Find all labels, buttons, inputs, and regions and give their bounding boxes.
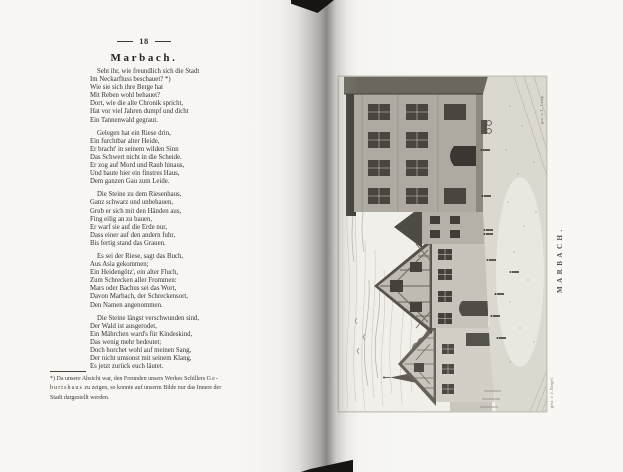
poem-line: Ein Heidengötz', ein alter Fluch, bbox=[90, 269, 179, 277]
marbach-engraving-svg bbox=[338, 76, 547, 412]
poem-line: Der Wald ist ausgerodet, bbox=[90, 322, 157, 330]
poem-line: Ein Tannenwald gegraut. bbox=[90, 116, 158, 124]
poem-line: Davon Marbach, der Schreckensort, bbox=[90, 293, 188, 301]
page-number-row bbox=[88, 36, 200, 46]
poem-stanza bbox=[90, 130, 240, 187]
poem-line: Zum Schrecken aller Frommen: bbox=[90, 277, 177, 285]
poem-line: Die Steine zu dem Riesenhaus, bbox=[97, 191, 182, 199]
poem-line: Er bracht' in seinem wilden Sinn bbox=[90, 145, 179, 153]
poem-stanza bbox=[90, 315, 240, 372]
poem-line: Er zog auf Mord und Raub hinaus, bbox=[90, 162, 185, 170]
poem-line: Hat vor viel Jahren dumpf und dicht bbox=[90, 108, 189, 116]
poem-line: Ein Mährchen ward's für Kindeskind, bbox=[90, 330, 193, 338]
stone-building bbox=[344, 76, 488, 216]
poem-line: Der nicht umsonst mit seinem Klang, bbox=[90, 355, 192, 363]
poem-line: Wie sie sich ihre Berge hat bbox=[90, 84, 164, 92]
poem-line: Dem ganzen Gau zum Leide. bbox=[90, 178, 170, 186]
poem-line: Grub er sich mit den Händen aus, bbox=[90, 207, 182, 215]
footnote-line: burtshaus zu zeigen, so konnte auf unserm Bilde nur das Innere der bbox=[50, 385, 222, 392]
plate-caption: MARBACH. bbox=[556, 226, 564, 293]
poem-line: Das Schwert nicht in die Scheide. bbox=[90, 153, 182, 161]
poem-body bbox=[90, 68, 240, 376]
poem-line: Im Neckarfluss beschauet? *) bbox=[90, 76, 171, 84]
poem-line: Seht ihr, wie freundlich sich die Stadt bbox=[97, 68, 200, 75]
poem-line: Doch horchet wohl auf meinen Sang, bbox=[90, 347, 192, 354]
poem-stanza bbox=[90, 191, 240, 248]
poem-line: Ganz schwarz und unbehauen, bbox=[90, 199, 174, 207]
poem-line: Und baute hier ein finstres Haus, bbox=[90, 170, 180, 178]
footnote-line: *) Da unsere Absicht war, den Freunden unsers Werkes Schillers Ge- bbox=[50, 376, 219, 382]
poem-line: Den Namen angenommen. bbox=[90, 301, 163, 309]
poem-line: Dass einer auf den andern fuhr, bbox=[90, 231, 176, 239]
poem-line: Ein furchtbar alter Heide, bbox=[90, 137, 160, 145]
footnote-line: Stadt dargestellt werden. bbox=[50, 394, 110, 401]
poem-line: Es jetzt zurück euch läutet. bbox=[90, 363, 164, 371]
poem-stanza bbox=[90, 68, 240, 125]
poem-line: Mars oder Bachus sei das Wort, bbox=[90, 285, 177, 293]
poem-stanza bbox=[90, 253, 240, 310]
page-number-rule-right bbox=[155, 41, 171, 42]
poem-line: Aus Asia gekommen; bbox=[90, 261, 149, 269]
poem-line: Bis fertig stand das Grauen. bbox=[90, 239, 166, 247]
engraving-credit-bottom: gest. v. J. Riegel. bbox=[549, 377, 554, 408]
poem-line: Dort, wie die alte Chronik spricht, bbox=[90, 100, 184, 108]
poem-title: Marbach. bbox=[110, 52, 178, 64]
engraving-credit-top: gez. v. L. Camp. bbox=[539, 94, 544, 124]
poem-line: Es sei der Riese, sagt das Buch, bbox=[97, 252, 184, 260]
poem-line: Gelegen hat ein Riese drin, bbox=[97, 129, 171, 137]
poem-line: Er warf sie auf die Erde nur, bbox=[90, 223, 167, 231]
poem-line: Das wenig mehr bedeutet; bbox=[90, 338, 162, 346]
page-number: 18 bbox=[139, 36, 149, 46]
poem-line: Mit Reben wohl behauet? bbox=[90, 92, 161, 100]
marbach-engraving bbox=[338, 76, 547, 412]
poem-line: Die Steine längst verschwunden sind, bbox=[97, 314, 200, 322]
page-number-rule-left bbox=[117, 41, 133, 42]
footnote bbox=[50, 375, 236, 403]
poem-line: Fing eilig an zu bauen, bbox=[90, 215, 153, 223]
footnote-rule bbox=[50, 371, 86, 372]
